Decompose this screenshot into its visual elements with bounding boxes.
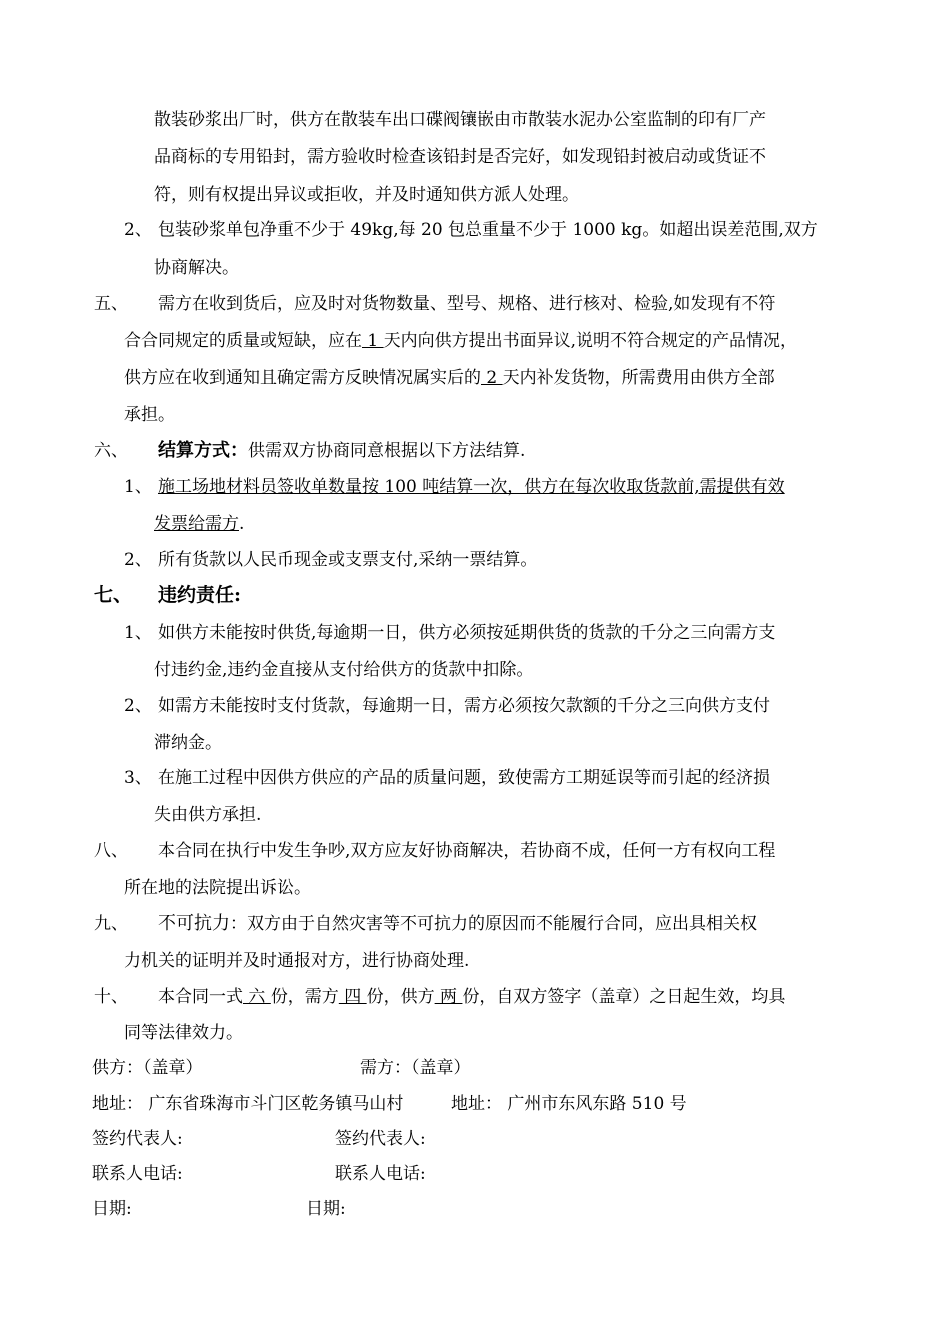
text-line: 包装砂浆单包净重不少于 49kg,每 20 包总重量不少于 1000 kg。如超出误差范围,双方: [158, 220, 818, 240]
item-number: 1、: [124, 623, 152, 643]
section-title: 违约责任:: [158, 584, 242, 606]
text-line: 施工场地材料员签收单数量按 100 吨结算一次，供方在每次收取货款前,需提供有效: [158, 477, 785, 497]
text-line: 失由供方承担.: [154, 805, 262, 825]
section-number: 五、: [94, 294, 128, 314]
section-number: 六、: [94, 441, 128, 461]
buyer-phone: 联系人电话:: [335, 1164, 426, 1184]
text-line: 发票给需方.: [154, 514, 245, 534]
text-line: 力机关的证明并及时通报对方，进行协商处理.: [124, 951, 470, 971]
text-line: 符，则有权提出异议或拒收，并及时通知供方派人处理。: [154, 185, 579, 205]
text-line: 品商标的专用铅封，需方验收时检查该铅封是否完好，如发现铅封被启动或货证不: [154, 147, 766, 167]
text-line: 滞纳金。: [154, 733, 222, 753]
item-number: 2、: [124, 220, 152, 240]
supplier-representative: 签约代表人:: [92, 1129, 183, 1149]
text-line: 如需方未能按时支付货款，每逾期一日，需方必须按欠款额的千分之三向供方支付: [158, 696, 770, 716]
section-title: 结算方式：: [158, 440, 248, 461]
text-line: 所在地的法院提出诉讼。: [124, 878, 311, 898]
section-number: 十、: [94, 987, 128, 1007]
underlined-value: 两: [434, 987, 463, 1007]
supplier-address: 地址： 广东省珠海市斗门区乾务镇马山村: [92, 1094, 404, 1114]
supplier-date: 日期:: [92, 1199, 132, 1219]
text-line: 同等法律效力。: [124, 1023, 243, 1043]
buyer-date: 日期:: [306, 1199, 346, 1219]
text-line: 所有货款以人民币现金或支票支付,采纳一票结算。: [158, 550, 538, 570]
text-line: 如供方未能按时供货,每逾期一日，供方必须按延期供货的货款的千分之三向需方支: [158, 623, 776, 643]
buyer-seal-label: 需方：（盖章）: [360, 1058, 471, 1078]
underlined-value: 四: [338, 987, 367, 1007]
item-number: 2、: [124, 696, 152, 716]
text-line: 付违约金,违约金直接从支付给供方的货款中扣除。: [154, 660, 534, 680]
supplier-phone: 联系人电话:: [92, 1164, 183, 1184]
section-number: 七、: [94, 584, 133, 606]
text-line: 供方应在收到通知且确定需方反映情况属实后的 2 天内补发货物，所需费用由供方全部: [124, 368, 775, 388]
text-line: 散装砂浆出厂时，供方在散装车出口碟阀镶嵌由市散装水泥办公室监制的印有厂产: [154, 110, 766, 130]
text-line: 本合同在执行中发生争吵,双方应友好协商解决，若协商不成，任何一方有权向工程: [158, 841, 776, 861]
item-number: 1、: [124, 477, 152, 497]
text-line: 需方在收到货后，应及时对货物数量、型号、规格、进行核对、检验,如发现有不符: [158, 294, 776, 314]
item-number: 3、: [124, 768, 152, 788]
supplier-seal-label: 供方：（盖章）: [92, 1058, 203, 1078]
section-number: 八、: [94, 841, 128, 861]
section-title: 不可抗力: [158, 913, 230, 934]
text-line: 本合同一式 六 份，需方 四 份，供方 两 份，自双方签字（盖章）之日起生效，均具: [158, 987, 786, 1007]
text-line: 承担。: [124, 405, 175, 425]
text-line: 合合同规定的质量或短缺，应在 1 天内向供方提出书面异议,说明不符合规定的产品情况，: [124, 331, 798, 351]
underlined-value: 2: [481, 368, 503, 388]
buyer-representative: 签约代表人:: [335, 1129, 426, 1149]
underlined-value: 1: [362, 331, 384, 351]
text-line: 在施工过程中因供方供应的产品的质量问题，致使需方工期延误等而引起的经济损: [158, 768, 770, 788]
underlined-value: 六: [243, 987, 271, 1007]
section-number: 九、: [94, 914, 128, 934]
text-line: 协商解决。: [154, 258, 239, 278]
text-line: 不可抗力：双方由于自然灾害等不可抗力的原因而不能履行合同，应出具相关权: [158, 913, 757, 934]
item-number: 2、: [124, 550, 152, 570]
buyer-address: 地址： 广州市东风东路 510 号: [451, 1094, 687, 1114]
section-heading: 结算方式：供需双方协商同意根据以下方法结算.: [158, 440, 526, 461]
